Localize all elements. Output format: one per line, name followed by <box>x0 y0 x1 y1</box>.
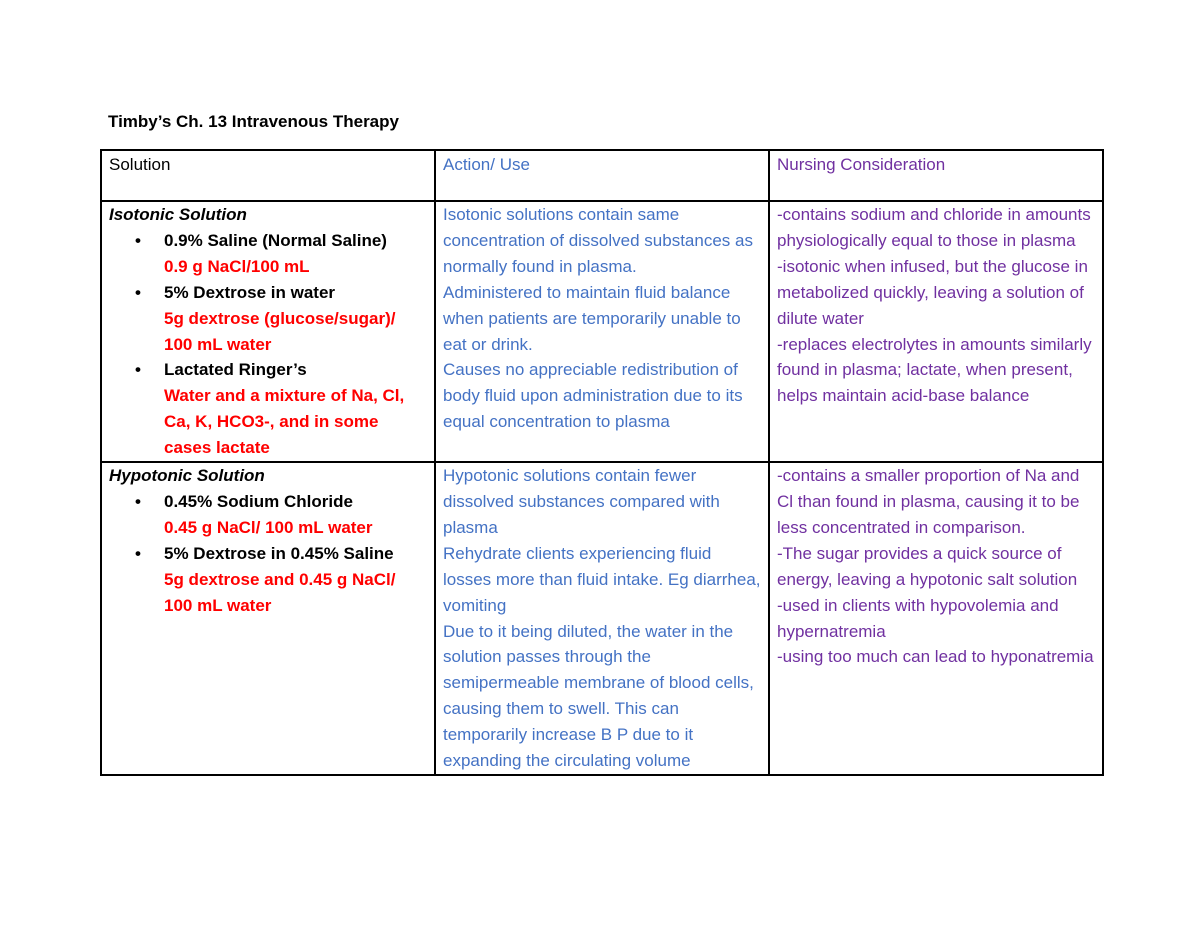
action-paragraph: Due to it being diluted, the water in the solution passes through the semipermeable membrane of blood cells, causing them to swell. This can temporarily increase B P due to it expanding the circulating volume <box>443 621 754 771</box>
solution-name: 5% Dextrose in water <box>164 282 336 302</box>
nursing-paragraph: -contains a smaller proportion of Na and Cl than found in plasma, causing it to be less concentrated in comparison. <box>777 466 1080 537</box>
bullet-icon: • <box>135 491 141 511</box>
table-header-row <box>101 150 1103 201</box>
bullet-icon: • <box>135 360 141 380</box>
table-row-isotonic <box>101 201 1103 462</box>
solution-name: 0.9% Saline (Normal Saline) <box>164 230 387 250</box>
action-paragraph: Isotonic solutions contain same concentration of dissolved substances as normally found in plasma. <box>443 205 753 276</box>
bullet-icon: • <box>135 230 141 250</box>
solution-name: 0.45% Sodium Chloride <box>164 491 353 511</box>
solution-composition: 5g dextrose and 0.45 g NaCl/ 100 mL water <box>164 569 396 615</box>
solution-type-title: Hypotonic Solution <box>109 466 265 486</box>
action-use-cell <box>435 201 769 462</box>
nursing-paragraph: -The sugar provides a quick source of energy, leaving a hypotonic salt solution <box>777 543 1078 589</box>
action-paragraph: Rehydrate clients experiencing fluid losses more than fluid intake. Eg diarrhea, vomiting <box>443 543 761 615</box>
bullet-icon: • <box>135 543 141 563</box>
action-paragraph: Causes no appreciable redistribution of body fluid upon administration due to its equal concentration to plasma <box>443 360 743 432</box>
action-paragraph: Hypotonic solutions contain fewer dissolved substances compared with plasma <box>443 466 720 537</box>
nursing-paragraph: -replaces electrolytes in amounts similarly found in plasma; lactate, when present, helps maintain acid-base balance <box>777 334 1092 406</box>
list-item <box>109 228 428 280</box>
solution-name: 5% Dextrose in 0.45% Saline <box>164 543 394 563</box>
action-paragraph: Administered to maintain fluid balance when patients are temporarily unable to eat or drink. <box>443 282 741 354</box>
table-row-hypotonic <box>101 462 1103 775</box>
bullet-icon: • <box>135 282 141 302</box>
document-title: Timby’s Ch. 13 Intravenous Therapy <box>108 112 399 131</box>
nursing-consideration-cell <box>769 201 1103 462</box>
header-action-use: Action/ Use <box>435 150 769 201</box>
solution-composition: Water and a mixture of Na, Cl, Ca, K, HCO3-, and in some cases lactate <box>164 386 405 458</box>
solution-list <box>109 489 428 619</box>
solution-name: Lactated Ringer’s <box>164 360 307 380</box>
list-item <box>109 357 428 461</box>
solution-cell <box>101 201 435 462</box>
action-use-cell <box>435 462 769 775</box>
nursing-consideration-cell <box>769 462 1103 775</box>
iv-therapy-table <box>100 149 1104 776</box>
solution-composition: 0.45 g NaCl/ 100 mL water <box>164 517 373 537</box>
list-item <box>109 280 428 358</box>
solution-type-title: Isotonic Solution <box>109 205 247 224</box>
solution-cell <box>101 462 435 775</box>
header-solution: Solution <box>101 150 435 201</box>
nursing-paragraph: -isotonic when infused, but the glucose in metabolized quickly, leaving a solution of dilute water <box>777 256 1088 328</box>
nursing-paragraph: -contains sodium and chloride in amounts physiologically equal to those in plasma <box>777 205 1091 250</box>
solution-list <box>109 228 428 461</box>
nursing-paragraph: -using too much can lead to hyponatremia <box>777 647 1094 667</box>
solution-composition: 0.9 g NaCl/100 mL <box>164 256 310 276</box>
solution-composition: 5g dextrose (glucose/sugar)/ 100 mL water <box>164 308 396 354</box>
header-nursing-consideration: Nursing Consideration <box>769 150 1103 201</box>
list-item <box>109 541 428 619</box>
list-item <box>109 489 428 541</box>
nursing-paragraph: -used in clients with hypovolemia and hypernatremia <box>777 595 1059 641</box>
